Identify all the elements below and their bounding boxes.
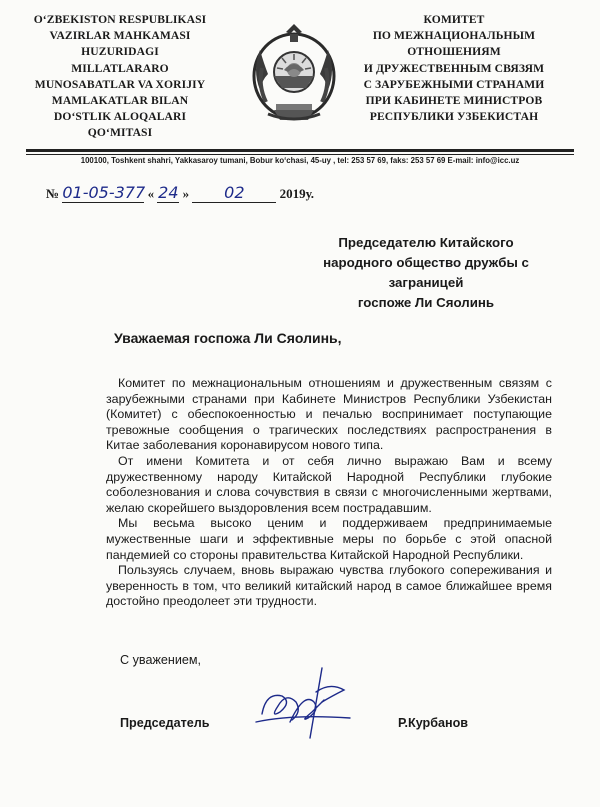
header-left-line: HUZURIDAGI	[81, 45, 159, 59]
header-left-line: QO‘MITASI	[87, 126, 153, 140]
signatory-title: Председатель	[120, 716, 210, 730]
header-divider	[26, 149, 574, 152]
quote-close: »	[182, 186, 190, 201]
header-uzbek	[20, 12, 220, 142]
header-right-line: ПРИ КАБИНЕТЕ МИНИСТРОВ	[365, 94, 543, 108]
state-emblem-icon	[246, 20, 342, 124]
header-left-line: MUNOSABATLAR VA XORIJIY	[34, 77, 206, 91]
body-paragraph: От имени Комитета и от себя лично выражаю Вам и всему дружественному народу Китайской Народной Республики глубокие соболезнования и слова сочувствия в связи с многочисленными жертвами, желаю скорейшего выздоровления всем пострадавшим.	[106, 453, 552, 515]
addressee-line: народного общество дружбы с	[323, 255, 529, 270]
header-right-line: И ДРУЖЕСТВЕННЫМ СВЯЗЯМ	[363, 61, 545, 75]
letter-body	[106, 376, 552, 610]
header-left-line: MILLATLARARO	[71, 61, 169, 75]
registration-year: 2019у.	[279, 186, 315, 201]
header-left-line: VAZIRLAR MAHKAMASI	[49, 29, 191, 43]
header-divider-thin	[26, 154, 574, 155]
registration-line	[46, 183, 314, 205]
body-paragraph: Мы весьма высоко ценим и поддерживаем предпринимаемые мужественные шаги и эффективные меры по борьбе с этой опасной пандемией со стороны правительства Китайской Народной Республики.	[106, 516, 552, 562]
registration-day: 24	[158, 183, 179, 202]
header-right-line: ОТНОШЕНИЯМ	[407, 45, 501, 59]
header-russian	[354, 12, 554, 125]
body-paragraph: Комитет по межнациональным отношениям и дружественным связям с зарубежными странами при Кабинете Министров Республики Узбекистан (Комитет) с обеспокоенностью и печалью воспринимает поступающие тревожные сообщения о трагических последствиях распространения в Китае заболевания коронавирусом нового типа.	[106, 376, 552, 453]
body-paragraph: Пользуясь случаем, вновь выражаю чувства глубокого сопереживания и уверенность в том, что великий китайский народ в самое ближайшее время достойно преодолеет эти трудности.	[106, 563, 552, 609]
registration-number: 01-05-377	[62, 183, 146, 202]
header-right-line: КОМИТЕТ	[423, 13, 485, 26]
quote-open: «	[147, 186, 155, 201]
addressee-block	[300, 233, 552, 313]
header-right-line: ПО МЕЖНАЦИОНАЛЬНЫМ	[372, 29, 536, 43]
header-right-line: РЕСПУБЛИКИ УЗБЕКИСТАН	[369, 110, 539, 124]
contact-line: 100100, Toshkent shahri, Yakkasaroy tumani, Bobur ko‘chasi, 45-uy , tel: 253 57 69, faks: 253 57 69 E-mail: info@icc.uz	[80, 156, 520, 165]
header-right-line: С ЗАРУБЕЖНЫМИ СТРАНАМИ	[363, 77, 545, 91]
header-left-line: MAMLAKATLAR BILAN	[51, 94, 189, 108]
salutation: Уважаемая госпожа Ли Сяолинь,	[114, 330, 342, 346]
closing: С уважением,	[120, 653, 202, 667]
signatory-name: Р.Курбанов	[398, 716, 469, 730]
number-sign: №	[46, 186, 60, 201]
addressee-line: Председателю Китайского	[338, 235, 514, 250]
registration-month: 02	[192, 183, 276, 203]
signature-icon	[252, 662, 362, 742]
addressee-line: госпоже Ли Сяолинь	[357, 295, 495, 310]
header-left-line: DO‘STLIK ALOQALARI	[53, 110, 187, 124]
addressee-line: заграницей	[388, 275, 464, 290]
header-left-line: O‘ZBEKISTON RESPUBLIKASI	[33, 13, 207, 26]
